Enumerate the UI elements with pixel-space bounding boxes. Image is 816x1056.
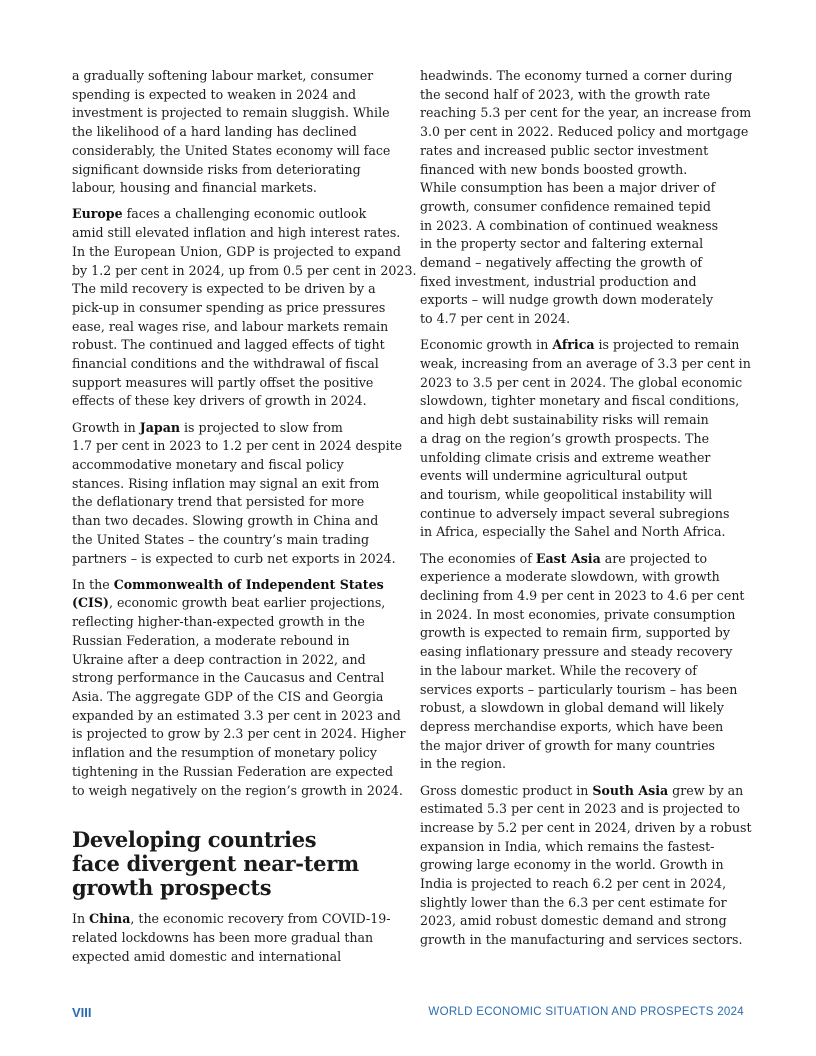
- publication-title: WORLD ECONOMIC SITUATION AND PROSPECTS 2024: [428, 1006, 744, 1018]
- text-line: expanded by an estimated 3.3 per cent in 2023 and: [72, 707, 401, 723]
- text-line: expected amid domestic and international: [72, 948, 342, 964]
- text-line: 2023 to 3.5 per cent in 2024. The global economic: [420, 374, 743, 390]
- text-line: India is projected to reach 6.2 per cent in 2024,: [420, 876, 727, 892]
- text-line: the deflationary trend that persisted for more: [72, 494, 365, 510]
- europe-bold: Europe: [72, 206, 123, 222]
- text-line: Developing countries: [72, 827, 317, 853]
- text-line: the second half of 2023, with the growth rate: [420, 86, 711, 102]
- text-line: 3.0 per cent in 2022. Reduced policy and mortgage: [420, 124, 749, 140]
- text-line: the major driver of growth for many countries: [420, 737, 715, 753]
- text-line: and tourism, while geopolitical instability will: [420, 486, 713, 502]
- text-line: services exports – particularly tourism – has been: [420, 681, 738, 697]
- text-line: by 1.2 per cent in 2024, up from 0.5 per cent in 2023.: [72, 262, 417, 278]
- text-line: partners – is expected to curb net exports in 2024.: [72, 550, 396, 566]
- text-line: Ukraine after a deep contraction in 2022, and: [72, 651, 366, 667]
- text-line: related lockdowns has been more gradual than: [72, 929, 374, 945]
- text-line: 2023, amid robust domestic demand and strong: [420, 913, 727, 929]
- us-paragraph: [72, 67, 397, 198]
- cis-paragraph: In the Commonwealth of Independent States (CIS), economic growth beat earlier projections, reflecting higher-than-expected growth in the Russian Federation, a moderate rebound in Ukraine after a deep contraction in 2022, and strong performance in the Caucasus and Central Asia. The aggregate GDP of the CIS and Georgia expanded by an estimated 3.3 per cent in 2023 and is projected to grow by 2.3 per cent in 2024. Higher inflation and the resumption of monetary policy tightening in the Russian Federation are expected to weigh negatively on the region’s growth in 2024.: [72, 576, 397, 800]
- text-line: financial conditions and the withdrawal of fiscal: [72, 356, 379, 372]
- text-line: growth prospects: [72, 875, 272, 901]
- text-line: growth in the manufacturing and services sectors.: [420, 932, 743, 948]
- text-line: depress merchandise exports, which have been: [420, 718, 724, 734]
- text-line: The mild recovery is expected to be driven by a: [72, 281, 376, 297]
- text-line: Russian Federation, a moderate rebound in: [72, 632, 350, 648]
- east-asia-bold: East Asia: [535, 550, 601, 566]
- text-line: labour, housing and financial markets.: [72, 180, 317, 196]
- text-line: unfolding climate crisis and extreme weather: [420, 449, 711, 465]
- text-line: rates and increased public sector investment: [420, 142, 709, 158]
- text-line: to 4.7 per cent in 2024.: [420, 311, 571, 327]
- japan-paragraph: Growth in Japan is projected to slow from 1.7 per cent in 2023 to 1.2 per cent in 2024 despite accommodative monetary and fiscal policy stances. Rising inflation may signal an exit from the deflationary trend that persisted for more than two decades. Slowing growth in China and the United States – the country’s main trading partners – is expected to curb net exports in 2024.: [72, 419, 397, 569]
- east-asia-paragraph: The economies of East Asia are projected to experience a moderate slowdown, with growth declining from 4.9 per cent in 2023 to 4.6 per cent in 2024. In most economies, private consumption growth is expected to remain firm, supported by easing inflationary pressure and steady recovery in the labour market. While the recovery of services exports – particularly tourism – has been robust, a slowdown in global demand will likely depress merchandise exports, which have been the major driver of growth for many countries in the region.: [420, 550, 744, 774]
- south-asia-paragraph: Gross domestic product in South Asia grew by an estimated 5.3 per cent in 2023 and is projected to increase by 5.2 per cent in 2024, driven by a robust expansion in India, which remains the fastest- growing large economy in the world. Growth in India is projected to reach 6.2 per cent in 2024, slightly lower than the 6.3 per cent estimate for 2023, amid robust domestic demand and strong growth in the manufacturing and services sectors.: [420, 782, 744, 950]
- text-line: continue to adversely impact several subregions: [420, 505, 730, 521]
- africa-bold: Africa: [552, 337, 595, 353]
- text-line: in the labour market. While the recovery of: [420, 662, 697, 678]
- text-line: While consumption has been a major driver of: [420, 180, 716, 196]
- right-column: [420, 67, 752, 957]
- text-line: slightly lower than the 6.3 per cent estimate for: [420, 894, 727, 910]
- text-line: experience a moderate slowdown, with growth: [420, 569, 720, 585]
- text-line: headwinds. The economy turned a corner during: [420, 68, 733, 83]
- section-heading: [72, 828, 397, 900]
- text-line: strong performance in the Caucasus and Central: [72, 670, 385, 686]
- text-line: easing inflationary pressure and steady recovery: [420, 644, 733, 660]
- text-line: in Africa, especially the Sahel and North Africa.: [420, 524, 726, 540]
- text-line: reflecting higher-than-expected growth in the: [72, 614, 365, 630]
- text-line: pick-up in consumer spending as price pressures: [72, 299, 386, 315]
- text-line: demand – negatively affecting the growth of: [420, 255, 703, 271]
- text-line: in the region.: [420, 756, 507, 772]
- text-line: increase by 5.2 per cent in 2024, driven by a robust: [420, 819, 752, 835]
- africa-paragraph: Economic growth in Africa is projected to remain weak, increasing from an average of 3.3 per cent in 2023 to 3.5 per cent in 2024. The global economic slowdown, tighter monetary and fiscal conditions, and high debt sustainability risks will remain a drag on the region’s growth prospects. The unfolding climate crisis and extreme weather events will undermine agricultural output and tourism, while geopolitical instability will continue to adversely impact several subregions in Africa, especially the Sahel and North Africa.: [420, 336, 744, 542]
- text-line: amid still elevated inflation and high interest rates.: [72, 225, 401, 241]
- text-line: exports – will nudge growth down moderately: [420, 292, 714, 308]
- text-line: face divergent near-term: [72, 851, 359, 877]
- text-line: growing large economy in the world. Growth in: [420, 857, 724, 873]
- text-line: a drag on the region’s growth prospects. The: [420, 430, 710, 446]
- text-line: the likelihood of a hard landing has declined: [72, 124, 357, 140]
- text-line: accommodative monetary and fiscal policy: [72, 457, 344, 473]
- text-line: support measures will partly offset the positive: [72, 374, 374, 390]
- text-line: reaching 5.3 per cent for the year, an increase from: [420, 105, 752, 121]
- text-line: declining from 4.9 per cent in 2023 to 4.6 per cent: [420, 587, 745, 603]
- text-line: investment is projected to remain sluggish. While: [72, 105, 390, 121]
- text-line: robust, a slowdown in global demand will likely: [420, 700, 724, 716]
- text-line: expansion in India, which remains the fastest-: [420, 838, 715, 854]
- page-number: VIII: [72, 1005, 92, 1020]
- text-line: ease, real wages rise, and labour markets remain: [72, 318, 389, 334]
- europe-paragraph: Europe faces a challenging economic outlook amid still elevated inflation and high interest rates. In the European Union, GDP is projected to expand by 1.2 per cent in 2024, up from 0.5 per cent in 2023. The mild recovery is expected to be driven by a pick-up in consumer spending as price pressures ease, real wages rise, and labour markets remain robust. The continued and lagged effects of tight financial conditions and the withdrawal of fiscal support measures will partly offset the positive effects of these key drivers of growth in 2024.: [72, 205, 397, 411]
- text-line: events will undermine agricultural output: [420, 468, 688, 484]
- text-line: slowdown, tighter monetary and fiscal conditions,: [420, 393, 740, 409]
- text-line: tightening in the Russian Federation are expected: [72, 763, 394, 779]
- text-line: in the property sector and faltering external: [420, 236, 704, 252]
- text-line: effects of these key drivers of growth in 2024.: [72, 393, 367, 409]
- text-line: weak, increasing from an average of 3.3 per cent in: [420, 356, 751, 372]
- text-line: financed with new bonds boosted growth.: [420, 161, 688, 177]
- text-line: spending is expected to weaken in 2024 and: [72, 86, 357, 102]
- china-bold: China: [89, 911, 131, 927]
- south-asia-bold: South Asia: [592, 782, 669, 798]
- text-line: than two decades. Slowing growth in China and: [72, 513, 379, 529]
- text-line: In the European Union, GDP is projected to expand: [72, 243, 401, 259]
- text-line: considerably, the United States economy will face: [72, 142, 391, 158]
- china-continued-paragraph: [420, 67, 752, 329]
- text-line: Asia. The aggregate GDP of the CIS and Georgia: [72, 689, 384, 704]
- text-line: growth is expected to remain firm, supported by: [420, 625, 730, 641]
- china-paragraph: In China, the economic recovery from COVID-19- related lockdowns has been more gradual than expected amid domestic and international: [72, 910, 397, 966]
- text-line: in 2024. In most economies, private consumption: [420, 606, 736, 622]
- text-line: inflation and the resumption of monetary policy: [72, 745, 377, 761]
- text-line: is projected to grow by 2.3 per cent in 2024. Higher: [72, 726, 406, 742]
- text-line: significant downside risks from deteriorating: [72, 161, 361, 177]
- cis-bold: Commonwealth of Independent States: [113, 576, 384, 592]
- text-line: to weigh negatively on the region’s growth in 2024.: [72, 782, 403, 798]
- text-line: stances. Rising inflation may signal an exit from: [72, 475, 380, 491]
- text-line: and high debt sustainability risks will remain: [420, 412, 709, 428]
- text-line: robust. The continued and lagged effects of tight: [72, 337, 385, 353]
- japan-bold: Japan: [139, 419, 181, 435]
- text-line: growth, consumer confidence remained tepid: [420, 198, 711, 214]
- text-line: fixed investment, industrial production and: [420, 273, 697, 289]
- text-line: a gradually softening labour market, consumer: [72, 68, 374, 83]
- left-column: [72, 67, 417, 974]
- text-line: 1.7 per cent in 2023 to 1.2 per cent in 2024 despite: [72, 438, 403, 454]
- cis-abbrev-bold: (CIS): [72, 595, 109, 611]
- text-line: the United States – the country’s main trading: [72, 531, 370, 547]
- text-line: in 2023. A combination of continued weakness: [420, 217, 719, 233]
- text-line: estimated 5.3 per cent in 2023 and is projected to: [420, 801, 740, 817]
